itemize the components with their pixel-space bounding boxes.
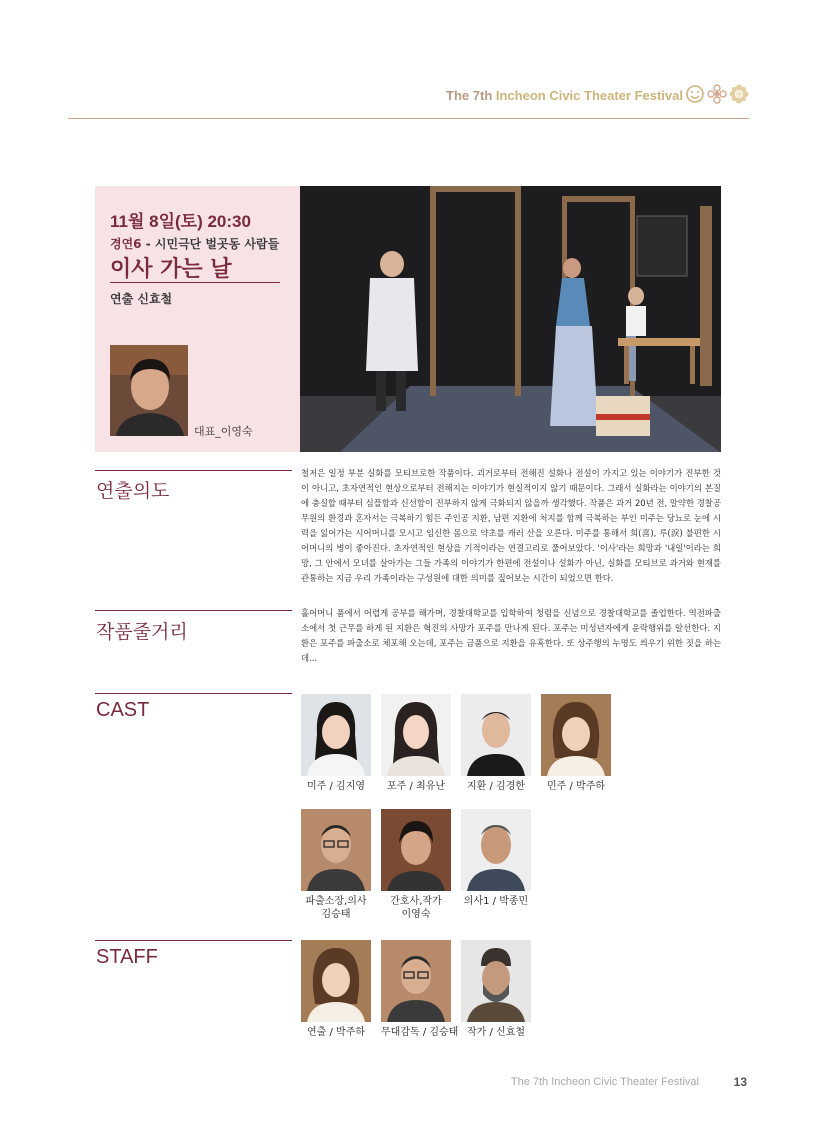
title-divider	[110, 282, 280, 283]
daisy-icon	[707, 84, 727, 104]
cast-member	[461, 809, 531, 908]
cast-caption: 파출소장,의사	[305, 896, 367, 907]
cast-photo	[461, 809, 531, 891]
cast-photo	[301, 694, 371, 776]
staff-caption: 연출 / 박주하	[306, 1027, 366, 1038]
cast-caption: 민주 / 박주하	[546, 781, 606, 792]
synopsis-heading: 작품줄거리	[96, 621, 188, 643]
header-title-part1: The 7th	[446, 88, 496, 103]
cast-photo	[541, 694, 611, 776]
cast-photo	[461, 694, 531, 776]
cast-member	[381, 694, 451, 793]
cast-caption-line2: 김승태	[321, 909, 351, 920]
cast-caption: 간호사,작가	[390, 896, 442, 907]
cast-caption: 지환 / 김경한	[466, 781, 526, 792]
cast-divider	[95, 693, 292, 694]
cast-photo	[381, 694, 451, 776]
footer-festival-name: The 7th Incheon Civic Theater Festival	[510, 1076, 699, 1088]
staff-member	[381, 940, 459, 1039]
representative-photo	[110, 345, 188, 436]
festival-header-title	[446, 88, 683, 103]
show-date: 11월 8일(토) 20:30	[110, 212, 251, 231]
staff-caption: 무대감독 / 김승태	[381, 1027, 459, 1038]
cast-member	[541, 694, 611, 793]
staff-member	[461, 940, 531, 1039]
cast-member	[301, 809, 371, 921]
smile-flower-icon	[685, 84, 705, 104]
cast-caption-line2: 이영숙	[401, 909, 431, 920]
cast-photo	[381, 809, 451, 891]
intent-heading: 연출의도	[96, 480, 170, 502]
synopsis-text: 홀어머니 품에서 어렵게 공부를 해가며, 경찰대학교를 입학하여 청렴을 신념으로 경찰대학교를 졸업한다. 역전파출소에서 첫 근무를 하게 된 지환은 혁진의 사망가 포주를 만나게 된다. 포주는 미성년자에게 윤락행위를 알선한다. 지환은 포주를 파출소로 체포해 오는데, 포주는 금품으로 지환을 유혹한다. 또 상주행의 누명도 씌우기 위한 짓을 하는데...	[301, 608, 721, 663]
staff-divider	[95, 940, 292, 941]
cast-caption: 포주 / 최유난	[386, 781, 446, 792]
staff-member	[301, 940, 371, 1039]
show-company	[110, 235, 279, 252]
staff-photo	[301, 940, 371, 1022]
staff-heading: STAFF	[96, 946, 158, 968]
sun-flower-icon	[729, 84, 749, 104]
entry-number: 경연6	[110, 237, 142, 251]
play-title: 이사 가는 날	[110, 257, 232, 282]
staff-caption: 작가 / 신효철	[466, 1027, 526, 1038]
intent-text: 철저은 일정 부분 실화를 모티브로한 작품이다. 괴거로부터 전해진 설화나 전설이 가지고 있는 이야기가 진부한 것이 아니고, 초자연적인 현상으로부터 전해지는 이야기가 현실적이지 않기 때문이다. 그래서 실화라는 이야기의 본질에 충실할 때부터 심플함과 신선함이 진부하지 않게 극화되지 않을까 생각했다. 작품은 과거 20년 전, 말약한 경찰공무원의 환경과 혼자서는 극복하기 힘든 주인공 지환, 남편 지환에 처지를 함께 극복하는 부인 미주는 당뇨로 눈에 시력을 잃어가는 시어머니를 모시고 임신한 몸으로 약초를 캐러 산을 오른다. 미주를 통해서 희(喜), 루(淚) 불편한 시어머니의 병이 좋아진다. 초자연적인 현상을 기적이라는 연결고리로 풀어보았다. '이사'라는 희망과 '내일'이라는 희망, 그 안에서 모녀를 살아가는 그들 가족의 이야기가 한편에 전설이나 설화가 아닌, 실화를 모티브로 과거와 현재를 관통하는 지금 우리 가족이라는 구성원에 대한 의미를 짚어보는 시간이 되었으면 한다.	[301, 468, 721, 583]
director-credit: 연출 신효철	[110, 292, 173, 306]
stage-photo	[300, 186, 721, 452]
cast-heading: CAST	[96, 699, 150, 721]
header-icons	[685, 84, 749, 104]
cast-member	[301, 694, 371, 793]
staff-photo	[381, 940, 451, 1022]
cast-photo	[301, 809, 371, 891]
staff-photo	[461, 940, 531, 1022]
header-divider	[68, 118, 749, 119]
header-title-part2: Incheon Civic Theater Festival	[495, 88, 683, 103]
representative-caption: 대표_이영숙	[194, 425, 253, 438]
cast-member	[381, 809, 451, 921]
synopsis-divider	[95, 610, 292, 611]
cast-caption: 미주 / 김지영	[306, 781, 366, 792]
cast-member	[461, 694, 531, 793]
company-name: - 시민극단 벌곳동 사람들	[141, 237, 280, 251]
page-number: 13	[733, 1075, 747, 1089]
cast-caption: 의사1 / 박종민	[463, 896, 529, 907]
intent-divider	[95, 470, 292, 471]
